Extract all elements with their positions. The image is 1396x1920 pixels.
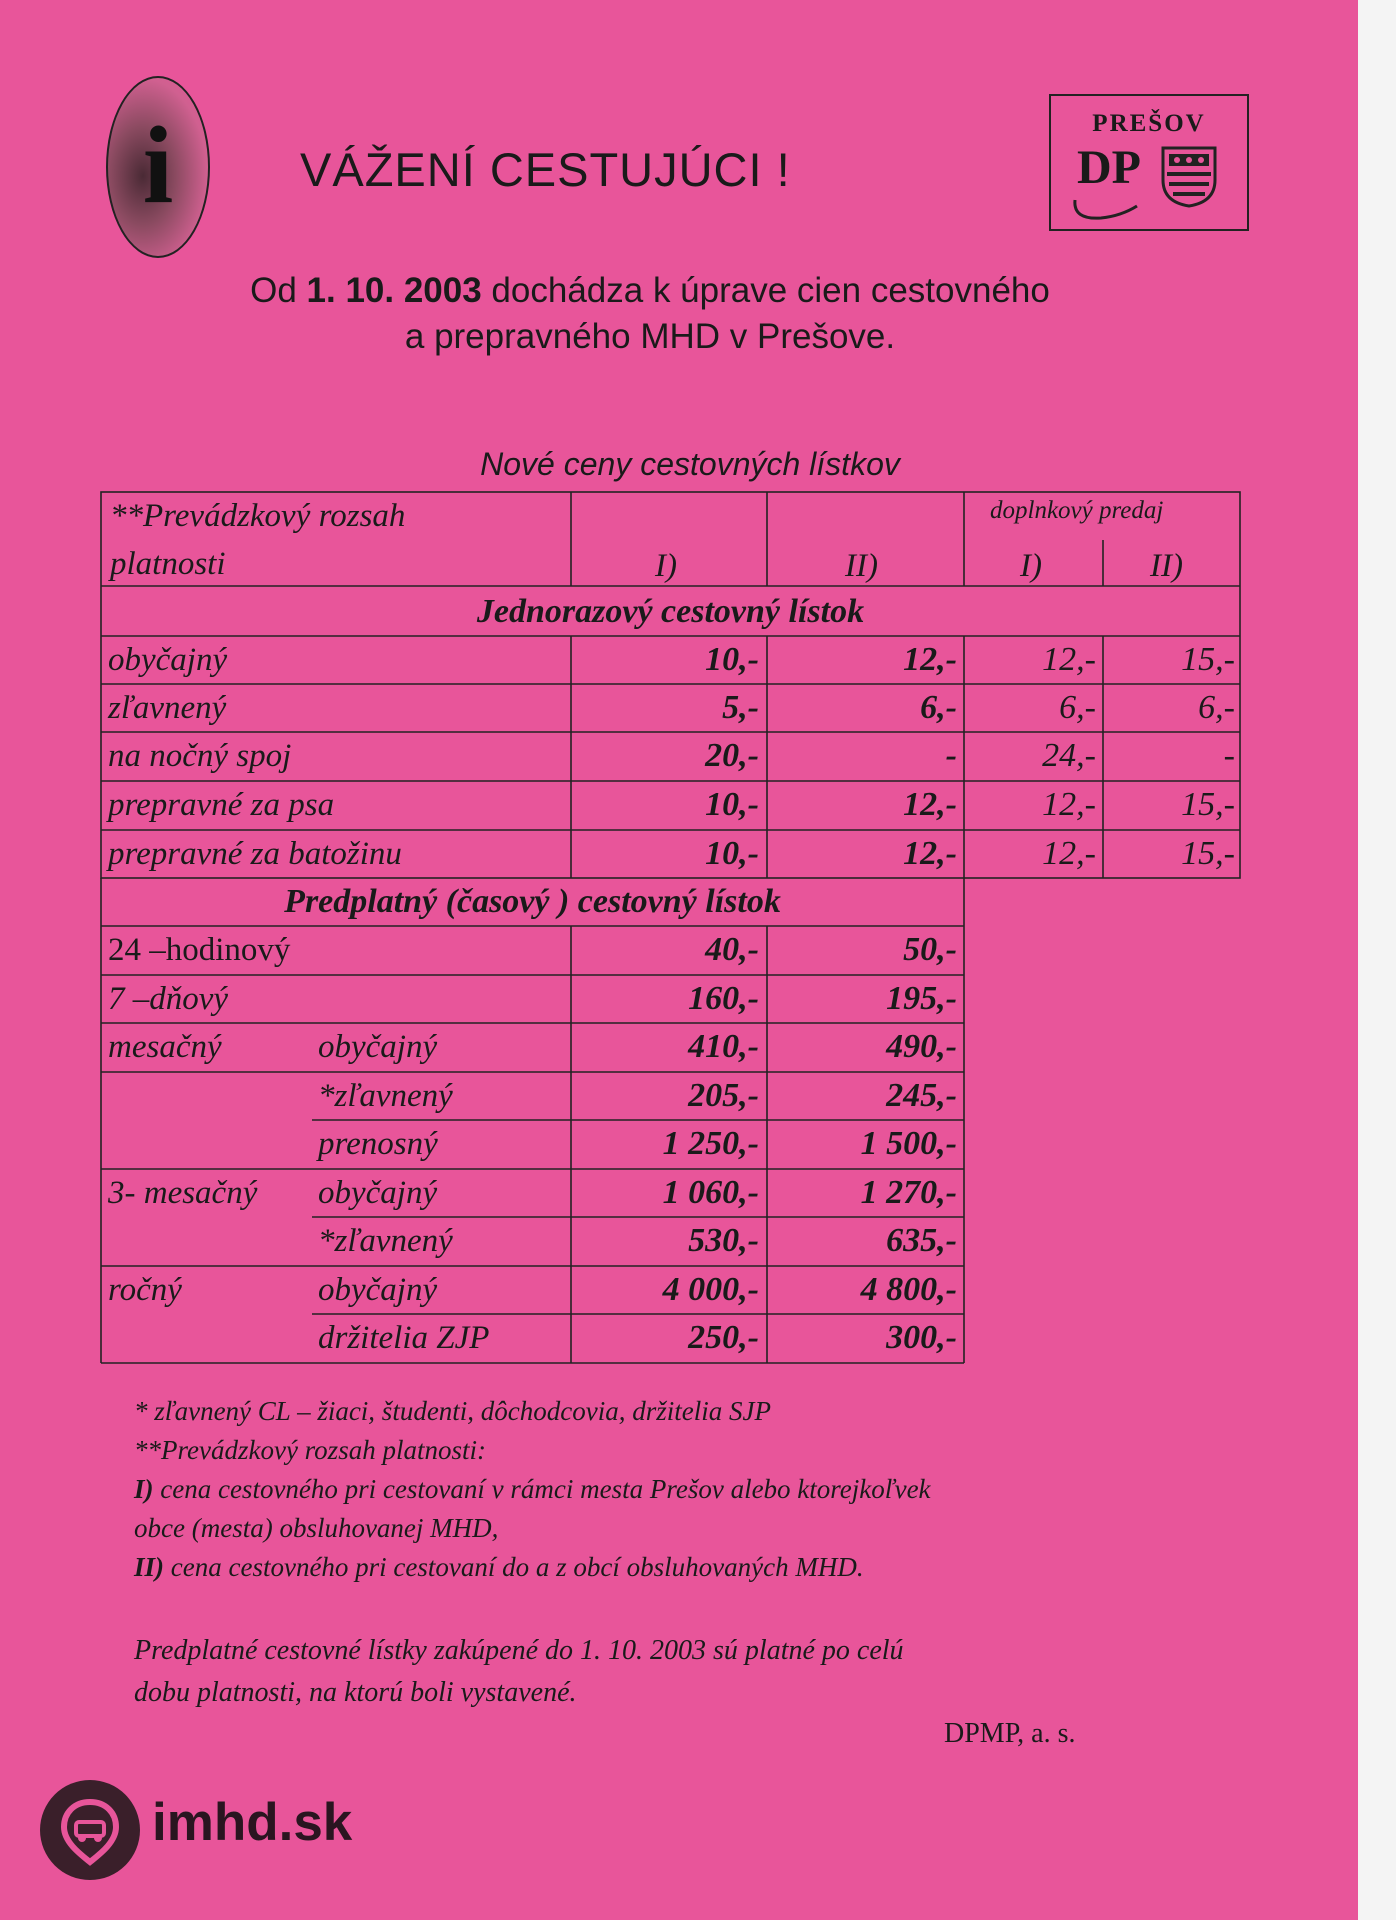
header-label-line-2: platnosti [110, 546, 226, 582]
cell-value: - [1223, 737, 1235, 774]
cell-value: 635,- [886, 1222, 957, 1259]
cell-value: 40,- [705, 931, 759, 968]
imhd-logo-icon [40, 1780, 140, 1880]
row-sub: *zľavnený [318, 1223, 453, 1259]
header-col-3: I) [1020, 548, 1042, 584]
cell-value: 10,- [705, 641, 759, 678]
row-group: 3- mesačný [108, 1175, 258, 1211]
page-title: VÁŽENÍ CESTUJÚCI ! [300, 143, 791, 196]
cell-value: 490,- [886, 1028, 957, 1065]
row-label: na nočný spoj [108, 738, 292, 774]
cell-value: 24,- [1042, 737, 1096, 774]
logo-letters: DP [1077, 141, 1141, 194]
row-label: prepravné za psa [108, 787, 335, 823]
cell-value: 4 800,- [860, 1271, 957, 1308]
intro-line-1-rest: dochádza k úprave cien cestovného [481, 271, 1050, 310]
cell-value: 1 060,- [662, 1174, 759, 1211]
cell-value: 15,- [1181, 641, 1235, 678]
row-label: prepravné za batožinu [108, 836, 402, 872]
cell-value: 195,- [886, 980, 957, 1017]
cell-value: 205,- [688, 1077, 759, 1114]
header-col-4: II) [1150, 548, 1183, 584]
intro-line-1 [150, 268, 1150, 314]
intro-date: 1. 10. 2003 [306, 271, 482, 310]
bus-pin-icon [40, 1780, 140, 1880]
logo-swoosh-icon [1071, 196, 1141, 222]
footnote-validity-heading: **Prevádzkový rozsah platnosti: [134, 1435, 486, 1465]
section-season: Predplatný (časový ) cestovný lístok [284, 883, 781, 920]
row-sub: obyčajný [318, 1175, 438, 1211]
imhd-brand-text: imhd.sk [152, 1793, 353, 1852]
cell-value: 1 500,- [860, 1125, 957, 1162]
cell-value: 10,- [705, 786, 759, 823]
row-group: ročný [108, 1272, 182, 1308]
footnote-zone-2-text: cena cestovného pri cestovaní do a z obcí obsluhovaných MHD. [164, 1552, 864, 1582]
footnote-zone-1-cont: obce (mesta) obsluhovanej MHD, [134, 1513, 499, 1543]
row-group: 24 –hodinový [108, 932, 291, 968]
validity-notice [134, 1630, 1264, 1714]
row-sub: prenosný [318, 1126, 438, 1162]
cell-value: 20,- [705, 737, 759, 774]
validity-line-2: dobu platnosti, na ktorú boli vystavené. [134, 1677, 577, 1708]
cell-value: 50,- [903, 931, 957, 968]
signature: DPMP, a. s. [944, 1718, 1076, 1749]
cell-value: 530,- [688, 1222, 759, 1259]
header-col-1: I) [655, 548, 677, 584]
footnote-zone-2-label: II) [134, 1552, 165, 1582]
footnote-zone-1 [134, 1470, 1264, 1509]
footnote-zone-2 [134, 1548, 1264, 1587]
table-title: Nové ceny cestovných lístkov [480, 446, 900, 482]
validity-line-1: Predplatné cestovné lístky zakúpené do 1. 10. 2003 sú platné po celú [134, 1635, 904, 1666]
intro-line-2: a prepravného MHD v Prešove. [404, 317, 896, 356]
row-sub: obyčajný [318, 1272, 438, 1308]
cell-value: 1 250,- [662, 1125, 759, 1162]
cell-value: 245,- [886, 1077, 957, 1114]
info-icon [106, 76, 210, 258]
dp-presov-logo [1049, 94, 1249, 231]
cell-value: 12,- [903, 786, 957, 823]
intro-text [150, 268, 1150, 360]
cell-value: 15,- [1181, 835, 1235, 872]
cell-value: 6,- [1198, 689, 1235, 726]
header-supplementary: doplnkový predaj [990, 497, 1164, 524]
cell-value: 5,- [722, 689, 759, 726]
info-letter: i [142, 104, 174, 226]
cell-value: 12,- [1042, 835, 1096, 872]
section-single: Jednorazový cestovný lístok [476, 593, 865, 630]
footnote-zone-1-text: cena cestovného pri cestovaní v rámci mesta Prešov alebo ktorejkoľvek [153, 1474, 931, 1504]
cell-value: 250,- [688, 1319, 759, 1356]
cell-value: 10,- [705, 835, 759, 872]
footnote-discount: * zľavnený CL – žiaci, študenti, dôchodcovia, držitelia SJP [134, 1396, 771, 1426]
cell-value: 410,- [688, 1028, 759, 1065]
header-label-line-1: **Prevádzkový rozsah [110, 498, 406, 534]
row-sub: obyčajný [318, 1029, 438, 1065]
cell-value: 160,- [688, 980, 759, 1017]
cell-value: 12,- [903, 641, 957, 678]
cell-value: 12,- [1042, 641, 1096, 678]
scan-edge [1358, 0, 1396, 1920]
row-label: zľavnený [108, 690, 227, 726]
intro-prefix: Od [250, 271, 307, 310]
cell-value: 1 270,- [860, 1174, 957, 1211]
cell-value: 15,- [1181, 786, 1235, 823]
row-sub: držitelia ZJP [318, 1320, 490, 1356]
cell-value: 6,- [1059, 689, 1096, 726]
cell-value: 300,- [886, 1319, 957, 1356]
footnotes [134, 1392, 1264, 1587]
row-label: obyčajný [108, 642, 228, 678]
cell-value: - [945, 737, 957, 774]
cell-value: 4 000,- [662, 1271, 759, 1308]
logo-city: PREŠOV [1092, 110, 1206, 137]
cell-value: 12,- [1042, 786, 1096, 823]
row-group: mesačný [108, 1029, 222, 1065]
coat-of-arms-icon [1161, 146, 1217, 208]
row-group: 7 –dňový [108, 981, 229, 1017]
cell-value: 6,- [920, 689, 957, 726]
row-sub: *zľavnený [318, 1078, 453, 1114]
footnote-zone-1-label: I) [134, 1474, 154, 1504]
cell-value: 12,- [903, 835, 957, 872]
header-col-2: II) [845, 548, 878, 584]
